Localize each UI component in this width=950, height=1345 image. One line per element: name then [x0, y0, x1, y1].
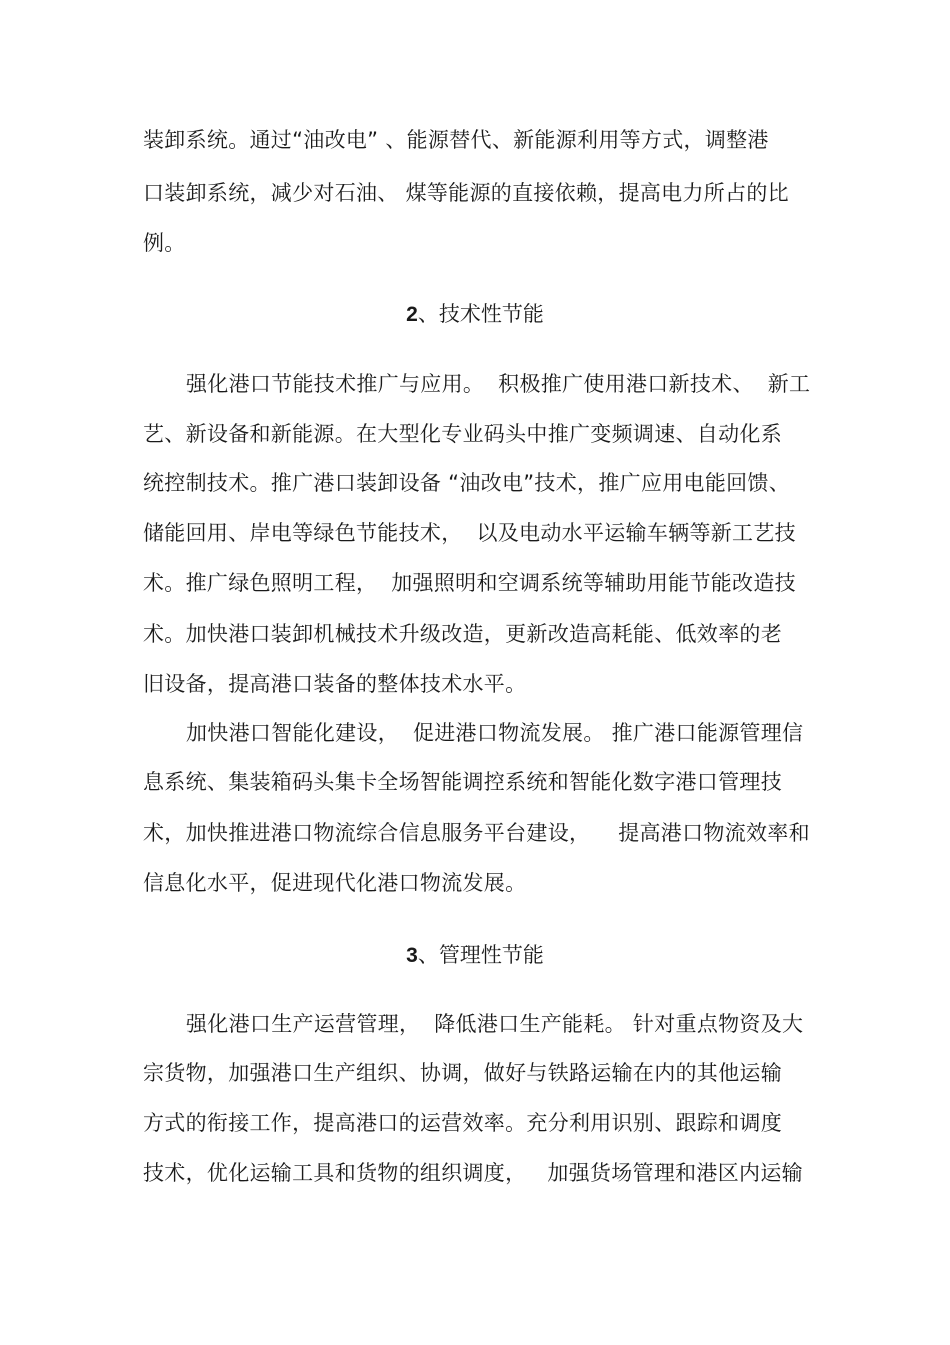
- body-text-line: 加快港口智能化建设， 促进港口物流发展。 推广港口能源管理信: [186, 721, 804, 745]
- body-text-line: 信息化水平，促进现代化港口物流发展。: [143, 871, 527, 895]
- body-text-line: 宗货物，加强港口生产组织、协调，做好与铁路运输在内的其他运输: [143, 1061, 782, 1085]
- section-number: 3: [406, 944, 418, 967]
- body-text-line: 息系统、集装箱码头集卡全场智能调控系统和智能化数字港口管理技: [143, 770, 782, 794]
- section-heading: [0, 301, 950, 328]
- body-text-line: 储能回用、岸电等绿色节能技术， 以及电动水平运输车辆等新工艺技: [143, 521, 796, 545]
- section-heading: [0, 942, 950, 969]
- body-text-line: 例。: [143, 231, 186, 255]
- section-number: 2: [406, 303, 418, 326]
- body-text-line: 强化港口生产运营管理， 降低港口生产能耗。 针对重点物资及大: [186, 1012, 804, 1036]
- body-text-line: 技术，优化运输工具和货物的组织调度， 加强货场管理和港区内运输: [143, 1161, 803, 1185]
- body-text-line: 方式的衔接工作，提高港口的运营效率。充分利用识别、跟踪和调度: [143, 1111, 782, 1135]
- body-text-line: 术。加快港口装卸机械技术升级改造，更新改造高耗能、低效率的老: [143, 622, 782, 646]
- section-title: 、管理性节能: [417, 943, 544, 967]
- body-text-line: 术，加快推进港口物流综合信息服务平台建设， 提高港口物流效率和: [143, 821, 810, 845]
- body-text-line: 强化港口节能技术推广与应用。 积极推广使用港口新技术、 新工: [186, 372, 811, 396]
- body-text-line: 装卸系统。通过“油改电” 、能源替代、新能源利用等方式，调整港: [143, 128, 769, 152]
- section-title: 、技术性节能: [417, 302, 544, 326]
- body-text-line: 艺、新设备和新能源。在大型化专业码头中推广变频调速、自动化系: [143, 422, 782, 446]
- body-text-line: 旧设备，提高港口装备的整体技术水平。: [143, 672, 527, 696]
- body-text-line: 口装卸系统，减少对石油、 煤等能源的直接依赖，提高电力所占的比: [143, 181, 789, 205]
- body-text-line: 统控制技术。推广港口装卸设备 “油改电”技术，推广应用电能回馈、: [143, 471, 791, 495]
- body-text-line: 术。推广绿色照明工程， 加强照明和空调系统等辅助用能节能改造技: [143, 571, 796, 595]
